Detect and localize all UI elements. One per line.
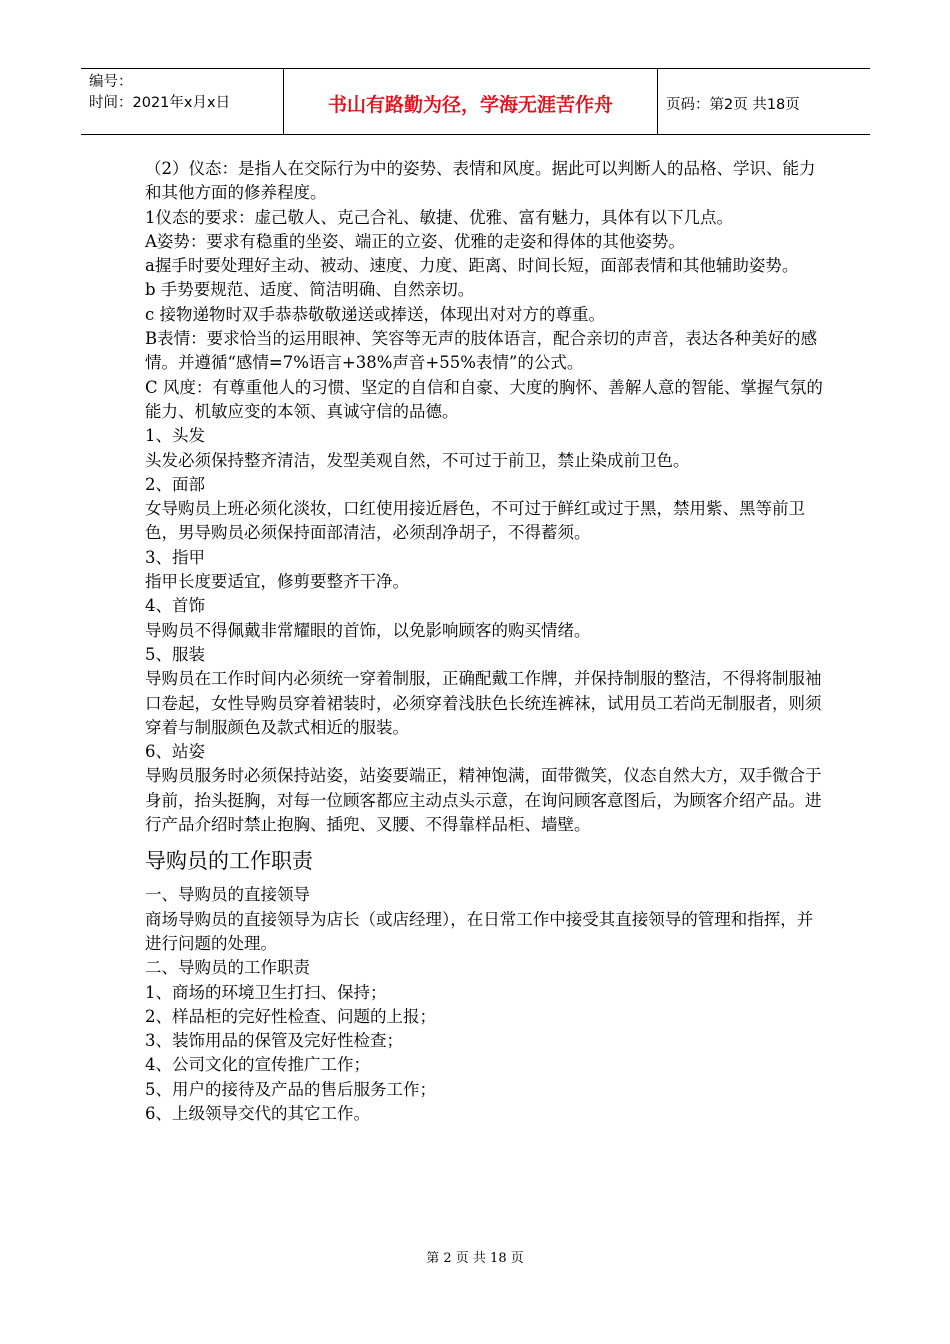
paragraph: A姿势：要求有稳重的坐姿、端正的立姿、优雅的走姿和得体的其他姿势。 xyxy=(145,231,685,251)
paragraph: （2）仪态：是指人在交际行为中的姿势、表情和风度。据此可以判断人的品格、学识、能力和其他方面的修养程度。 xyxy=(145,159,816,203)
paragraph: 导购员不得佩戴非常耀眼的首饰，以免影响顾客的购买情绪。 xyxy=(145,620,591,640)
paragraph: 导购员服务时必须保持站姿，站姿要端正，精神饱满，面带微笑，仪态自然大方，双手微合于身前，抬头挺胸，对每一位顾客都应主动点头示意，在询问顾客意图后，为顾客介绍产品。进行产品介绍时禁止抱胸、插兜、叉腰、不得靠样品柜、墙壁。 xyxy=(145,766,822,835)
paragraph: 6、站姿 xyxy=(145,742,205,762)
paragraph: 1、商场的环境卫生打扫、保持； xyxy=(145,982,387,1002)
document-body xyxy=(145,157,825,1126)
paragraph: c 接物递物时双手恭恭敬敬递送或捧送，体现出对对方的尊重。 xyxy=(145,304,605,324)
paragraph: 导购员在工作时间内必须统一穿着制服，正确配戴工作牌，并保持制服的整洁，不得将制服袖口卷起，女性导购员穿着裙装时，必须穿着浅肤色长统连裤袜，试用员工若尚无制服者，则须穿着与制服颜色及款式相近的服装。 xyxy=(145,669,822,737)
paragraph: 女导购员上班必须化淡妆，口红使用接近唇色，不可过于鲜红或过于黑，禁用紫、黑等前卫色，男导购员必须保持面部清洁，必须刮净胡子，不得蓄须。 xyxy=(145,499,805,543)
paragraph: 指甲长度要适宜，修剪要整齐干净。 xyxy=(145,572,409,592)
document-time: 时间：2021年x月x日 xyxy=(89,95,231,111)
paragraph: 一、导购员的直接领导 xyxy=(145,885,310,905)
document-number: 编号： xyxy=(89,74,133,90)
paragraph: b 手势要规范、适度、简洁明确、自然亲切。 xyxy=(145,280,475,300)
section-title: 导购员的工作职责 xyxy=(145,849,313,874)
paragraph: C 风度：有尊重他人的习惯、坚定的自信和自豪、大度的胸怀、善解人意的智能、掌握气氛的能力、机敏应变的本领、真诚守信的品德。 xyxy=(145,377,823,421)
paragraph: 4、公司文化的宣传推广工作； xyxy=(145,1055,370,1075)
paragraph: 3、指甲 xyxy=(145,547,205,567)
paragraph: 2、面部 xyxy=(145,474,205,494)
paragraph: 二、导购员的工作职责 xyxy=(145,958,310,978)
paragraph: 头发必须保持整齐清洁，发型美观自然，不可过于前卫，禁止染成前卫色。 xyxy=(145,450,690,470)
paragraph: 4、首饰 xyxy=(145,596,205,616)
page-footer: 第 2 页 共 18 页 xyxy=(426,1251,524,1266)
paragraph: 商场导购员的直接领导为店长（或店经理），在日常工作中接受其直接领导的管理和指挥，并进行问题的处理。 xyxy=(145,909,814,953)
paragraph: 5、用户的接待及产品的售后服务工作； xyxy=(145,1079,436,1099)
header-motto: 书山有路勤为径，学海无涯苦作舟 xyxy=(284,69,658,134)
paragraph: 1、头发 xyxy=(145,426,205,446)
paragraph: 6、上级领导交代的其它工作。 xyxy=(145,1103,370,1123)
paragraph: B表情：要求恰当的运用眼神、笑容等无声的肢体语言，配合亲切的声音，表达各种美好的感情。并遵循“感情=7%语言+38%声音+55%表情”的公式。 xyxy=(145,329,818,373)
paragraph: 2、样品柜的完好性检查、问题的上报； xyxy=(145,1006,436,1026)
body-paragraphs-after xyxy=(145,883,825,1126)
paragraph: 3、装饰用品的保管及完好性检查； xyxy=(145,1031,403,1051)
paragraph: 5、服装 xyxy=(145,644,205,664)
paragraph: a握手时要处理好主动、被动、速度、力度、距离、时间长短，面部表情和其他辅助姿势。 xyxy=(145,256,799,276)
header-page-number: 页码：第2页 共18页 xyxy=(666,97,800,113)
page-header xyxy=(81,68,870,135)
header-meta xyxy=(81,69,284,134)
body-paragraphs-before xyxy=(145,157,825,837)
paragraph: 1仪态的要求：虚己敬人、克己合礼、敏捷、优雅、富有魅力，具体有以下几点。 xyxy=(145,207,733,227)
